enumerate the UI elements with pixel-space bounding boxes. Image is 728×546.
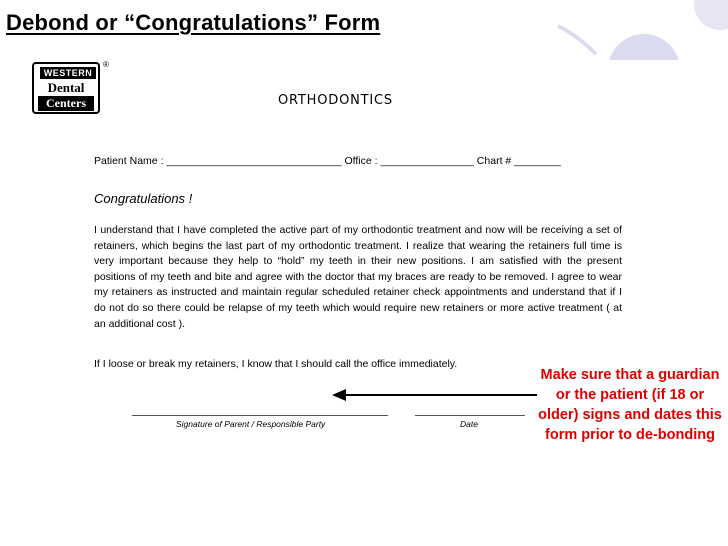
logo-bottom-text: Centers	[38, 96, 94, 111]
callout-text: Make sure that a guardian or the patient (if 18 or older) signs and dates this form prior to de-bonding	[538, 367, 722, 443]
retainer-instruction: If I loose or break my retainers, I know that I should call the office immediately.	[94, 358, 458, 370]
date-label: Date	[460, 419, 478, 429]
logo-frame	[32, 62, 100, 114]
left-arrow-icon	[332, 388, 538, 402]
congratulations-heading: Congratulations !	[94, 191, 193, 206]
logo-top-text: WESTERN	[40, 67, 96, 79]
signature-label: Signature of Parent / Responsible Party	[176, 419, 326, 429]
callout-box	[537, 358, 723, 492]
signature-line	[132, 415, 388, 416]
logo-middle-text: Dental	[47, 80, 85, 95]
date-line	[415, 415, 525, 416]
registered-mark: ®	[103, 60, 109, 69]
slide-title: Debond or “Congratulations” Form	[6, 10, 381, 35]
dental-centers-logo	[32, 60, 109, 116]
patient-fields-line: Patient Name : ______________________________ Office : ________________ Chart # ________	[94, 155, 561, 167]
agreement-paragraph: I understand that I have completed the active part of my orthodontic treatment and now will be receiving a set of retainers, which begins the last part of my orthodontic treatment. I realize that wearing the retainers full time is very important because they help to “hold” my teeth in their new positions. I am satisfied with the present positions of my teeth and bite and agree with the doctor that my braces are ready to be removed. I agree to wear my retainers as instructed and maintain regular scheduled retainer check appointments and understand that if I do not do so there could be relapse of my teeth which would require new retainers or more active treatment ( at an additional cost ).	[94, 224, 622, 330]
form-heading: ORTHODONTICS	[278, 93, 393, 108]
decorative-circles	[548, 0, 728, 60]
